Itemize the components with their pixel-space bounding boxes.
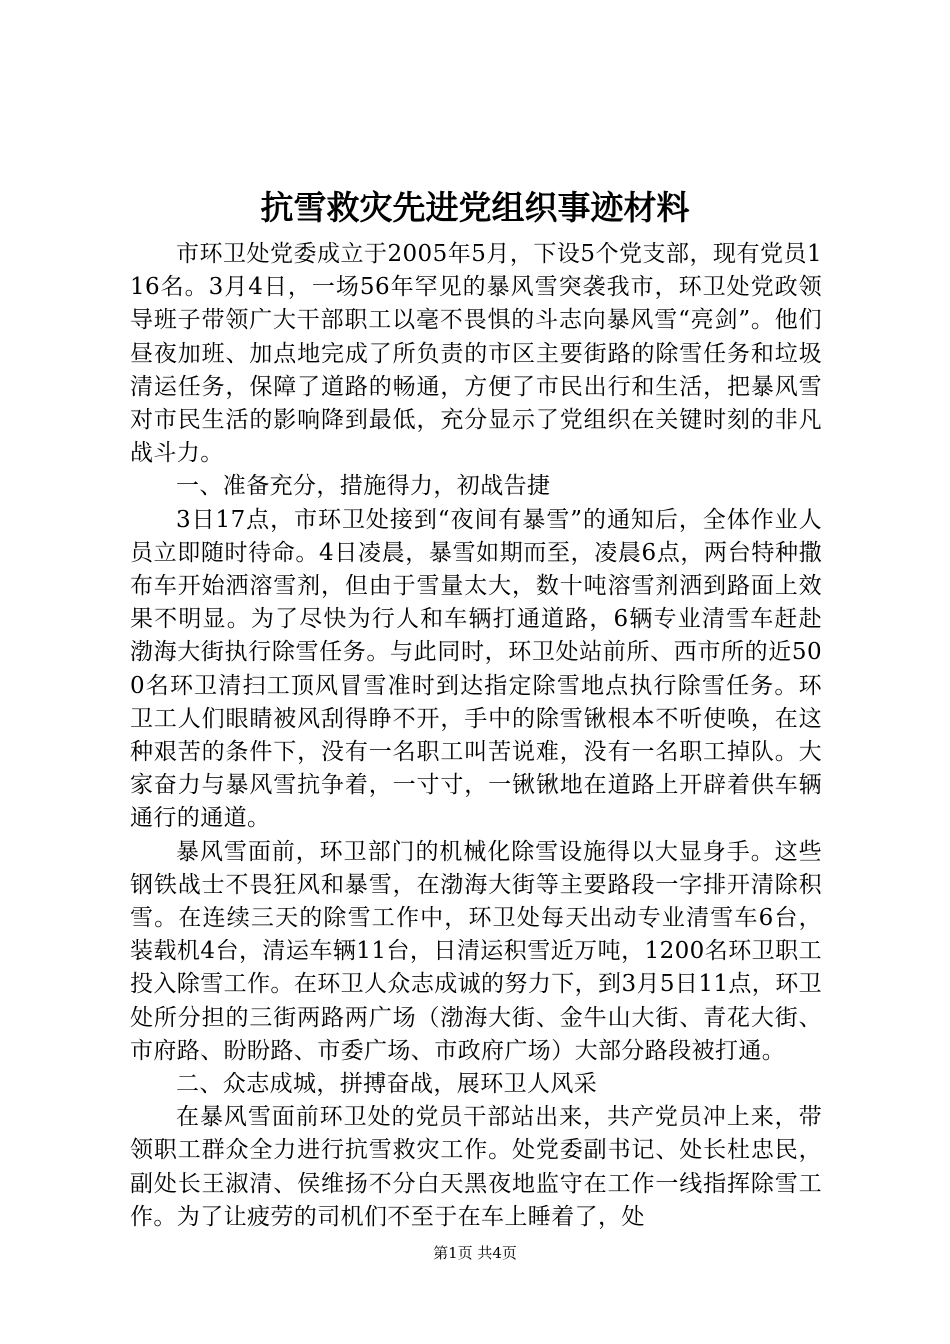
paragraph-section-1b: 暴风雪面前，环卫部门的机械化除雪设施得以大显身手。这些钢铁战士不畏狂风和暴雪，在渤海大街等主要路段一字排开清除积雪。在连续三天的除雪工作中，环卫处每天出动专业清雪车6台，装载机4台，清运车辆11台，日清运积雪近万吨，1200名环卫职工投入除雪工作。在环卫人众志成诚的努力下，到3月5日11点，环卫处所分担的三街两路两广场（渤海大街、金牛山大街、青花大街、市府路、盼盼路、市委广场、市政府广场）大部分路段被打通。 bbox=[130, 838, 822, 1064]
paragraph-intro: 市环卫处党委成立于2005年5月，下设5个党支部，现有党员116名。3月4日，一场56年罕见的暴风雪突袭我市，环卫处党政领导班子带领广大干部职工以毫不畏惧的斗志向暴风雪“亮剑”。他们昼夜加班、加点地完成了所负责的市区主要街路的除雪任务和垃圾清运任务，保障了道路的畅通，方便了市民出行和生活，把暴风雪对市民生活的影响降到最低，充分显示了党组织在关键时刻的非凡战斗力。 bbox=[130, 241, 822, 467]
document-title: 抗雪救灾先进党组织事迹材料 bbox=[260, 188, 690, 227]
section-heading-1: 一、准备充分，措施得力，初战告捷 bbox=[176, 473, 551, 500]
paragraph-section-2a: 在暴风雪面前环卫处的党员干部站出来，共产党员冲上来，带领职工群众全力进行抗雪救灾工作。处党委副书记、处长杜忠民，副处长王淑清、侯维扬不分白天黑夜地监守在工作一线指挥除雪工作。为了让疲劳的司机们不至于在车上睡着了，处 bbox=[130, 1104, 822, 1230]
section-heading-2: 二、众志成城，拼搏奋战，展环卫人风采 bbox=[176, 1071, 598, 1098]
document-body bbox=[130, 238, 822, 1234]
page-footer: 第1页 共4页 bbox=[433, 1244, 517, 1262]
paragraph-section-1a: 3日17点，市环卫处接到“夜间有暴雪”的通知后，全体作业人员立即随时待命。4日凌晨，暴雪如期而至，凌晨6点，两台特种撒布车开始洒溶雪剂，但由于雪量太大，数十吨溶雪剂洒到路面上效果不明显。为了尽快为行人和车辆打通道路，6辆专业清雪车赶赴渤海大街执行除雪任务。与此同时，环卫处站前所、西市所的近500名环卫清扫工顶风冒雪准时到达指定除雪地点执行除雪任务。环卫工人们眼睛被风刮得睁不开，手中的除雪锹根本不听使唤，在这种艰苦的条件下，没有一名职工叫苦说难，没有一名职工掉队。大家奋力与暴风雪抗争着，一寸寸，一锹锹地在道路上开辟着供车辆通行的通道。 bbox=[130, 506, 822, 832]
